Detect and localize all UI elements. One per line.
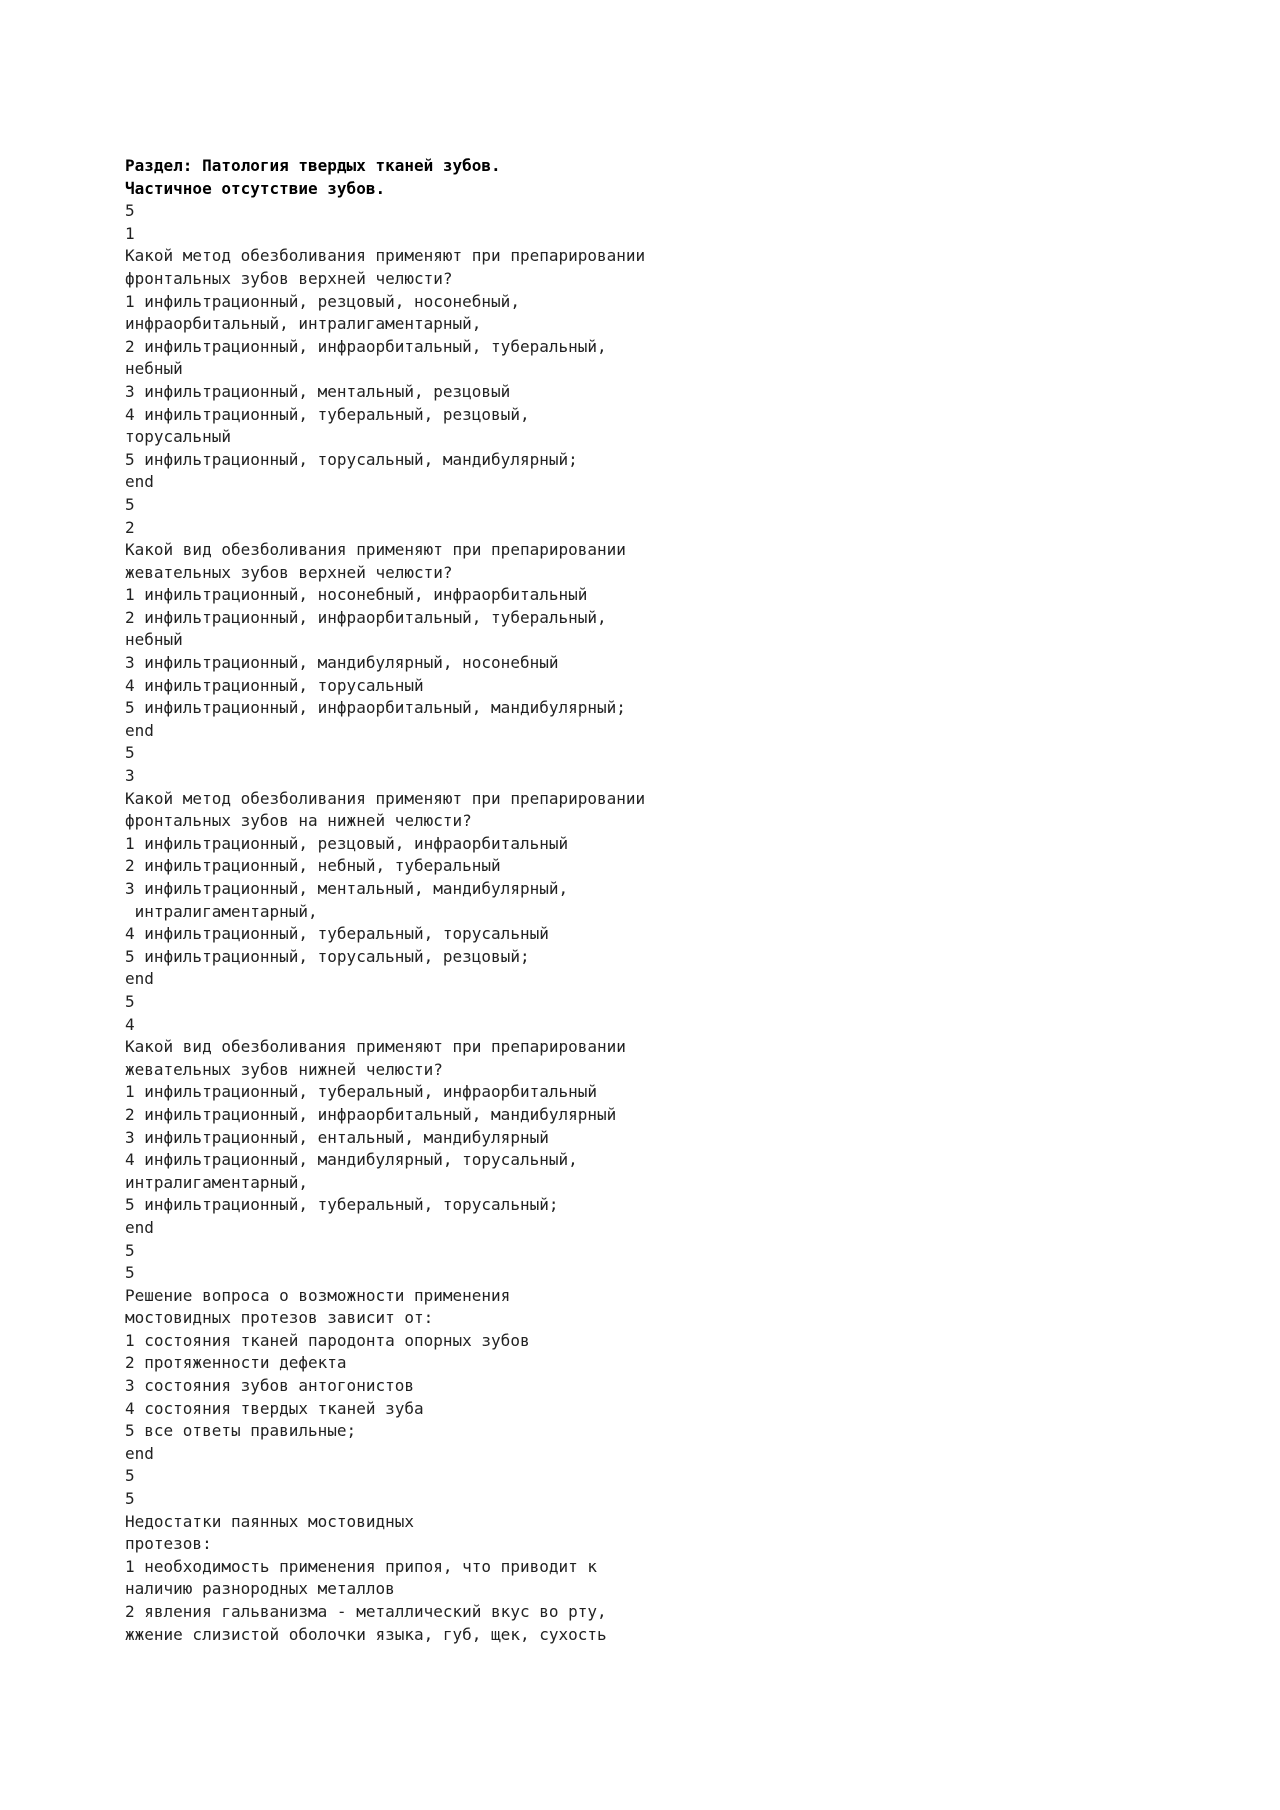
text-line: жжение слизистой оболочки языка, губ, щек, сухость bbox=[125, 1624, 607, 1644]
text-line: Какой вид обезболивания применяют при препарировании bbox=[125, 1037, 626, 1057]
text-line: фронтальных зубов на нижней челюсти? bbox=[125, 811, 472, 831]
text-line: 5 bbox=[125, 494, 135, 514]
text-line: небный bbox=[125, 630, 183, 650]
text-line: Какой метод обезболивания применяют при препарировании bbox=[125, 246, 646, 266]
text-line: 5 инфильтрационный, инфраорбитальный, мандибулярный; bbox=[125, 698, 626, 718]
text-line: 3 инфильтрационный, ентальный, мандибулярный bbox=[125, 1127, 549, 1147]
text-line: 3 инфильтрационный, ментальный, мандибулярный, bbox=[125, 879, 569, 898]
text-line: Недостатки паянных мостовидных bbox=[125, 1511, 414, 1531]
text-line: 1 bbox=[125, 223, 135, 243]
text-line: 4 инфильтрационный, туберальный, резцовый, bbox=[125, 404, 530, 424]
text-line: end bbox=[125, 472, 154, 492]
text-line: end bbox=[125, 969, 154, 989]
text-line: 1 инфильтрационный, резцовый, носонебный, bbox=[125, 291, 520, 311]
text-line: 1 необходимость применения припоя, что приводит к bbox=[125, 1556, 598, 1576]
text-line: 1 инфильтрационный, туберальный, инфраорбитальный bbox=[125, 1082, 598, 1102]
text-line: интралигаментарный, bbox=[125, 901, 318, 921]
text-line: 2 явления гальванизма - металлический вкус во рту, bbox=[125, 1602, 607, 1621]
heading-line: Частичное отсутствие зубов. bbox=[125, 178, 386, 198]
text-line: 5 bbox=[125, 201, 135, 221]
text-line: 2 инфильтрационный, инфраорбитальный, туберальный, bbox=[125, 607, 607, 627]
text-line: 5 bbox=[125, 1466, 135, 1486]
heading-line: Раздел: Патология твердых тканей зубов. bbox=[125, 156, 501, 175]
text-line: 3 bbox=[125, 766, 135, 786]
text-line: 2 протяженности дефекта bbox=[125, 1353, 347, 1373]
text-line: 4 bbox=[125, 1014, 135, 1034]
text-line: 2 bbox=[125, 517, 135, 537]
text-line: 5 инфильтрационный, торусальный, мандибулярный; bbox=[125, 449, 578, 469]
section-heading bbox=[125, 155, 1225, 200]
text-line: жевательных зубов верхней челюсти? bbox=[125, 562, 453, 582]
text-line: 1 состояния тканей пародонта опорных зубов bbox=[125, 1330, 530, 1350]
text-line: Решение вопроса о возможности применения bbox=[125, 1285, 511, 1305]
text-line: 2 инфильтрационный, инфраорбитальный, мандибулярный bbox=[125, 1104, 617, 1124]
text-line: 3 инфильтрационный, мандибулярный, носонебный bbox=[125, 653, 559, 673]
text-line: Какой вид обезболивания применяют при препарировании bbox=[125, 540, 626, 560]
text-line: 4 состояния твердых тканей зуба bbox=[125, 1398, 424, 1418]
text-line: end bbox=[125, 1443, 154, 1463]
text-line: 4 инфильтрационный, торусальный bbox=[125, 675, 424, 695]
text-line: наличию разнородных металлов bbox=[125, 1579, 395, 1599]
document-body bbox=[125, 200, 1225, 1646]
text-line: жевательных зубов нижней челюсти? bbox=[125, 1059, 443, 1079]
text-line: 3 состояния зубов антогонистов bbox=[125, 1376, 414, 1396]
text-line: 2 инфильтрационный, небный, туберальный bbox=[125, 856, 501, 876]
text-line: 5 bbox=[125, 1489, 135, 1509]
text-line: 4 инфильтрационный, туберальный, торусальный bbox=[125, 924, 549, 944]
text-line: 1 инфильтрационный, резцовый, инфраорбитальный bbox=[125, 833, 569, 853]
text-line: фронтальных зубов верхней челюсти? bbox=[125, 268, 453, 288]
text-line: небный bbox=[125, 359, 183, 379]
text-line: 5 все ответы правильные; bbox=[125, 1421, 357, 1441]
text-line: инфраорбитальный, интралигаментарный, bbox=[125, 314, 482, 334]
text-line: 5 bbox=[125, 743, 135, 763]
text-line: 3 инфильтрационный, ментальный, резцовый bbox=[125, 381, 511, 401]
text-line: 5 bbox=[125, 991, 135, 1011]
text-line: 5 инфильтрационный, туберальный, торусальный; bbox=[125, 1195, 559, 1215]
text-line: Какой метод обезболивания применяют при препарировании bbox=[125, 788, 646, 808]
text-line: интралигаментарный, bbox=[125, 1172, 309, 1192]
text-line: end bbox=[125, 720, 154, 740]
text-line: end bbox=[125, 1217, 154, 1237]
text-line: 5 bbox=[125, 1263, 135, 1283]
text-line: мостовидных протезов зависит от: bbox=[125, 1308, 434, 1328]
text-line: протезов: bbox=[125, 1534, 212, 1554]
text-line: 2 инфильтрационный, инфраорбитальный, туберальный, bbox=[125, 336, 607, 356]
text-line: торусальный bbox=[125, 427, 231, 447]
text-line: 5 инфильтрационный, торусальный, резцовый; bbox=[125, 946, 530, 966]
text-line: 4 инфильтрационный, мандибулярный, торусальный, bbox=[125, 1150, 578, 1170]
text-line: 5 bbox=[125, 1240, 135, 1260]
document-page bbox=[125, 155, 1225, 1646]
text-line: 1 инфильтрационный, носонебный, инфраорбитальный bbox=[125, 585, 588, 605]
